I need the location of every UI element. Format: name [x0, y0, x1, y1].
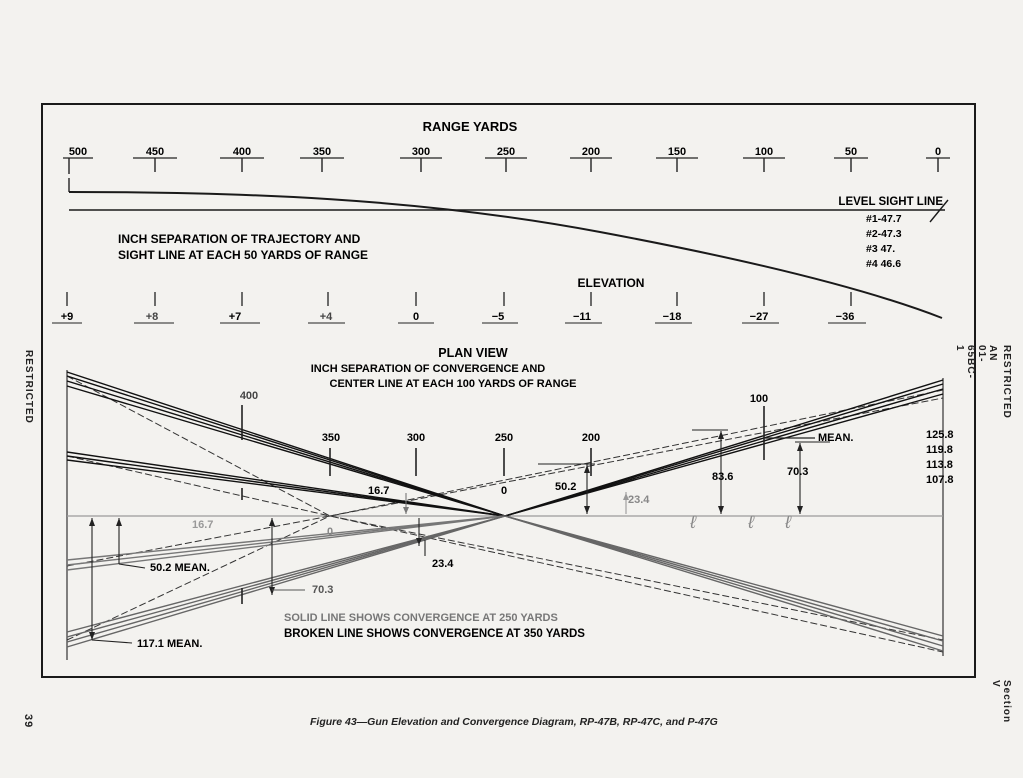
figure-caption: Figure 43—Gun Elevation and Convergence Diagram, RP-47B, RP-47C, and P-47G — [310, 716, 718, 728]
value-0-left: 0 — [327, 526, 334, 538]
plan-view-subtitle1: INCH SEPARATION OF CONVERGENCE AND — [310, 363, 546, 375]
right-value-2: 119.8 — [926, 444, 953, 456]
dimension-70-3-right — [787, 442, 830, 514]
range-label: 300 — [411, 146, 431, 158]
range-marker-450 — [133, 146, 177, 172]
plan-range-label: 200 — [581, 432, 601, 444]
elevation-marker-250 — [482, 292, 518, 323]
solid-convergence-lines — [67, 372, 943, 651]
range-label: 250 — [496, 146, 516, 158]
range-label: 500 — [68, 146, 88, 158]
range-label: 50 — [844, 146, 858, 158]
plan-range-label: 250 — [494, 432, 514, 444]
bundle-upper-left — [67, 372, 508, 516]
range-label: 200 — [581, 146, 601, 158]
centerline-icon: ℓ — [785, 512, 791, 532]
value-70-3-right: 70.3 — [787, 466, 809, 478]
elevation-note-line2: SIGHT LINE AT EACH 50 YARDS OF RANGE — [118, 248, 369, 262]
range-label: 100 — [754, 146, 774, 158]
range-markers — [63, 146, 950, 174]
elevation-marker-350 — [308, 292, 345, 323]
value-0-center: 0 — [501, 485, 508, 497]
gun-values — [866, 213, 902, 270]
plan-view-title: PLAN VIEW — [438, 346, 508, 360]
plan-marker-250 — [495, 432, 513, 476]
elevation-marker-50 — [828, 292, 866, 323]
centerline-icon: ℓ — [690, 512, 696, 532]
right-value-4: 107.8 — [926, 474, 954, 486]
elevation-label: −11 — [572, 311, 592, 323]
gun-value-1: #1-47.7 — [866, 213, 902, 225]
centerline-icon: ℓ — [748, 512, 754, 532]
gun-value-3: #3 47. — [866, 243, 896, 255]
elevation-marker-200 — [565, 292, 602, 323]
elevation-values — [52, 292, 866, 323]
range-label: 150 — [667, 146, 687, 158]
plan-marker-200 — [582, 432, 600, 476]
level-sight-line-label: LEVEL SIGHT LINE — [838, 196, 943, 208]
range-marker-500 — [63, 146, 93, 174]
dimension-83-6 — [692, 430, 733, 514]
elevation-marker-100 — [742, 292, 779, 323]
value-23-4-lower: 23.4 — [432, 558, 454, 570]
range-marker-300 — [400, 146, 442, 172]
bundle-upper-right — [505, 380, 943, 516]
range-label: 400 — [232, 146, 252, 158]
plan-view-subtitle2: CENTER LINE AT EACH 100 YARDS OF RANGE — [329, 378, 577, 390]
mean-label-right: MEAN. — [818, 432, 854, 444]
figure-frame — [42, 104, 975, 677]
right-margin-restricted: RESTRICTED — [1001, 345, 1012, 419]
plan-range-label: 400 — [239, 390, 259, 402]
legend-solid: SOLID LINE SHOWS CONVERGENCE AT 250 YARDS — [284, 612, 558, 624]
range-marker-400 — [220, 146, 264, 172]
right-value-1: 125.8 — [926, 429, 954, 441]
elevation-label: −5 — [491, 311, 505, 323]
value-117-1-mean: 117.1 MEAN. — [137, 638, 203, 650]
elevation-marker-300 — [398, 292, 434, 323]
gun-value-4: #4 46.6 — [866, 258, 902, 270]
range-marker-350 — [300, 146, 344, 172]
legend-broken: BROKEN LINE SHOWS CONVERGENCE AT 350 YARDS — [284, 628, 585, 640]
range-marker-200 — [570, 146, 612, 172]
right-value-3: 113.8 — [926, 459, 953, 471]
value-70-3-left: 70.3 — [312, 584, 334, 596]
elevation-label: +9 — [60, 311, 74, 323]
value-16-7-left: 16.7 — [192, 519, 214, 531]
elevation-label: +8 — [145, 311, 159, 323]
plan-marker-350 — [322, 432, 340, 476]
elevation-label: −18 — [662, 311, 682, 323]
elevation-title: ELEVATION — [577, 276, 645, 290]
range-marker-50 — [834, 146, 868, 172]
range-yards-title: RANGE YARDS — [422, 119, 518, 134]
section-label: Section V — [990, 680, 1012, 724]
plan-marker-300 — [407, 432, 425, 476]
plan-marker-400 — [240, 390, 258, 604]
value-16-7-upper: 16.7 — [368, 485, 390, 497]
elevation-marker-500 — [52, 292, 82, 323]
plan-range-label: 100 — [749, 393, 769, 405]
elevation-label: 0 — [412, 311, 420, 323]
plan-range-label: 350 — [321, 432, 341, 444]
range-marker-0 — [926, 146, 950, 172]
range-label: 450 — [145, 146, 165, 158]
range-label: 0 — [934, 146, 942, 158]
elevation-label: −27 — [749, 311, 769, 323]
value-50-2-center: 50.2 — [555, 481, 577, 493]
range-marker-100 — [743, 146, 785, 172]
plan-range-label: 300 — [406, 432, 426, 444]
elevation-marker-400 — [220, 292, 260, 323]
value-83-6: 83.6 — [712, 471, 734, 483]
range-label: 350 — [312, 146, 332, 158]
elevation-note-line1: INCH SEPARATION OF TRAJECTORY AND — [118, 232, 361, 246]
page-number: 39 — [22, 714, 34, 729]
elevation-marker-150 — [655, 292, 692, 323]
centerline-symbols — [689, 512, 792, 532]
left-margin-restricted: RESTRICTED — [23, 350, 34, 424]
elevation-label: −36 — [835, 311, 855, 323]
value-23-4-upper: 23.4 — [628, 494, 650, 506]
gun-value-2: #2-47.3 — [866, 228, 902, 240]
value-50-2-mean: 50.2 MEAN. — [150, 562, 210, 574]
range-marker-150 — [656, 146, 698, 172]
range-marker-250 — [485, 146, 527, 172]
elevation-label: +4 — [319, 311, 333, 323]
doc-number: AN 01-65BC-1 — [954, 345, 998, 379]
right-values — [926, 429, 954, 486]
elevation-marker-450 — [134, 292, 174, 323]
elevation-label: +7 — [228, 311, 242, 323]
